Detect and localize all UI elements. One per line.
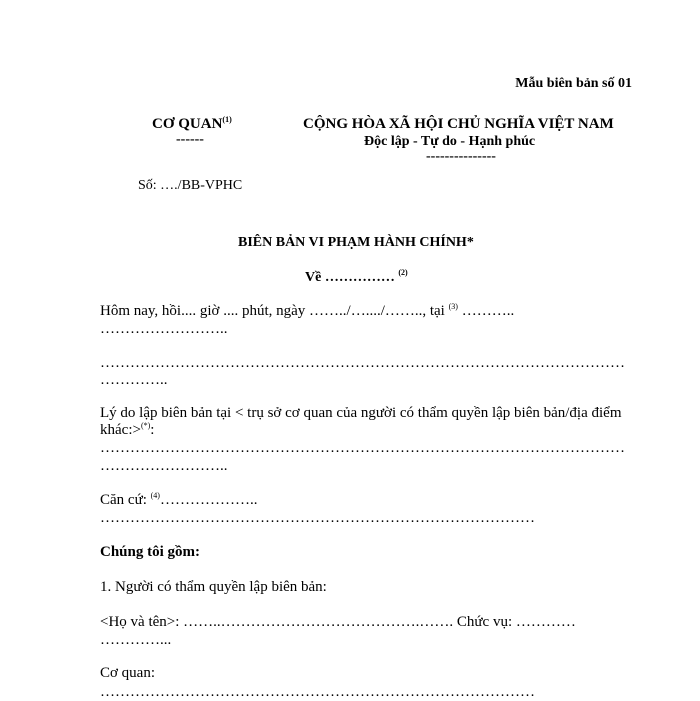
agency-heading: CƠ QUAN$^{(1)}$ <box>152 115 232 132</box>
nation-heading: CỘNG HÒA XÃ HỘI CHỦ NGHĨA VIỆT NAM <box>303 116 614 132</box>
form-label: Mẫu biên bản số 01 <box>515 76 632 91</box>
document-title: BIÊN BẢN VI PHẠM HÀNH CHÍNH* <box>238 235 474 250</box>
name-position-line-cont: …………... <box>100 632 172 648</box>
blank-line-2-cont: …………………….. <box>100 458 228 474</box>
footnote-ref-star: (*) <box>140 421 151 430</box>
footnote-ref-3: (3) <box>448 302 458 311</box>
blank-line-1-cont: ………….. <box>100 372 168 388</box>
name-position-line: <Họ và tên>: ……..………………………………….……. Chức vụ: ………… <box>100 614 576 630</box>
agency-field-label: Cơ quan: <box>100 665 156 681</box>
intro-line: Hôm nay, hồi.... giờ .... phút, ngày ……../…..../…….., tại $^{(3)}$ ……….. <box>100 302 515 319</box>
agency-field-line: …………………………………………………………………………… <box>100 684 535 700</box>
intro-line-cont: …………………….. <box>100 321 228 337</box>
agency-underline: ------ <box>176 132 204 147</box>
section-heading-we-include: Chúng tôi gồm: <box>100 544 201 560</box>
footnote-ref-4: (4) <box>150 491 160 500</box>
item-1-heading: 1. Người có thẩm quyền lập biên bản: <box>100 579 327 595</box>
motto-underline: --------------- <box>426 149 496 164</box>
basis-blank-line: …………………………………………………………………………… <box>100 510 535 526</box>
motto: Độc lập - Tự do - Hạnh phúc <box>364 134 536 149</box>
basis-line: Căn cứ: $^{(4)}$……………….. <box>100 491 258 508</box>
document-subject: Về …………… $^{(2)}$ <box>305 268 408 285</box>
footnote-ref-2: (2) <box>398 268 408 277</box>
reason-line: Lý do lập biên bản tại < trụ sở cơ quan của người có thẩm quyền lập biên bản/địa điểm <box>100 405 622 421</box>
document-number: Số: …./BB-VPHC <box>138 178 243 193</box>
blank-line-1: …………………………………………………………………………………………… <box>100 355 625 371</box>
reason-line-cont: khác:>(*): <box>100 421 155 438</box>
blank-line-2: …………………………………………………………………………………………… <box>100 440 625 456</box>
footnote-ref-1: (1) <box>222 115 232 124</box>
